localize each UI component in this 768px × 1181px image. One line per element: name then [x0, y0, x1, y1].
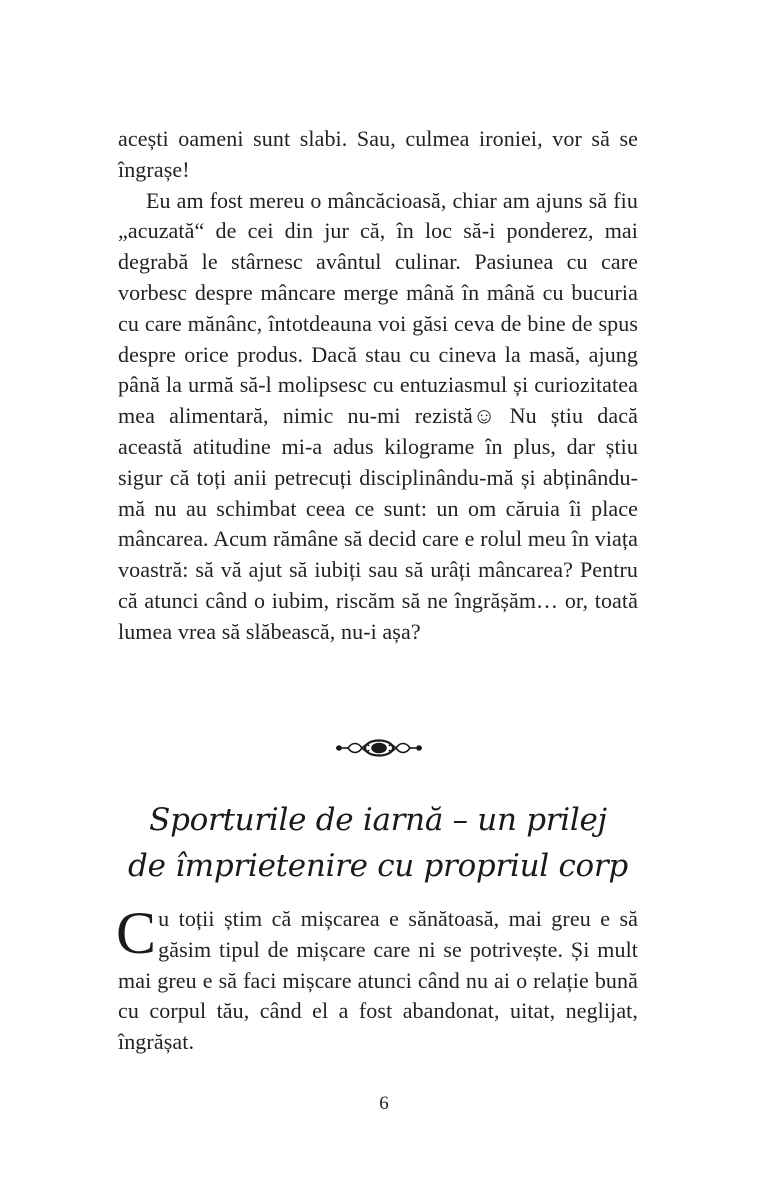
- page-number: 6: [379, 1093, 389, 1114]
- section-heading-line-1: Sporturile de iarnă – un prilej: [149, 802, 607, 838]
- body-text-bottom: [116, 900, 638, 1058]
- section-heading-line-2: de împrietenire cu propriul corp: [128, 848, 628, 884]
- paragraph-continued: acești oameni sunt slabi. Sau, culmea ironiei, vor să se îngrașe!: [118, 126, 638, 182]
- paragraph-text: u toții știm că mișcarea e sănătoasă, mai greu e să găsim tipul de mișcare care ni se potrivește. Și mult mai greu e să faci mișcare atunci când nu ai o relație bună cu corpul tău, când el a fost abandonat, uitat, neglijat, îngrășat.: [118, 906, 638, 1055]
- drop-cap: C: [116, 900, 157, 966]
- section-heading: [118, 797, 638, 889]
- decorative-divider-icon: [334, 736, 424, 760]
- body-text-top: [118, 124, 638, 648]
- paragraph: Eu am fost mereu o mâncăcioasă, chiar am ajuns să fiu „acuzată“ de cei din jur că, în loc să-i ponderez, mai degrabă le stârnesc avântul culinar. Pasiunea cu care vorbesc despre mâncare merge mână în mână cu bucuria cu care mănânc, întotdeauna voi găsi ceva de bine de spus despre orice produs. Dacă stau cu cineva la masă, ajung până la urmă să-l molipsesc cu entuziasmul și curiozitatea mea alimentară, nimic nu-mi rezistă☺ Nu știu dacă această atitudine mi-a adus kilograme în plus, dar știu sigur că toți anii petrecuți disciplinându-mă și abținându-mă nu au schimbat ceea ce sunt: un om căruia îi place mâncarea. Acum rămâne să decid care e rolul meu în viața voastră: să vă ajut să iubiți sau să urâți mâncarea? Pentru că atunci când o iubim, riscăm să ne îngrășăm… or, toată lumea vrea să slăbească, nu-i așa?: [118, 187, 638, 644]
- paragraph-with-drop-cap: [116, 900, 638, 1058]
